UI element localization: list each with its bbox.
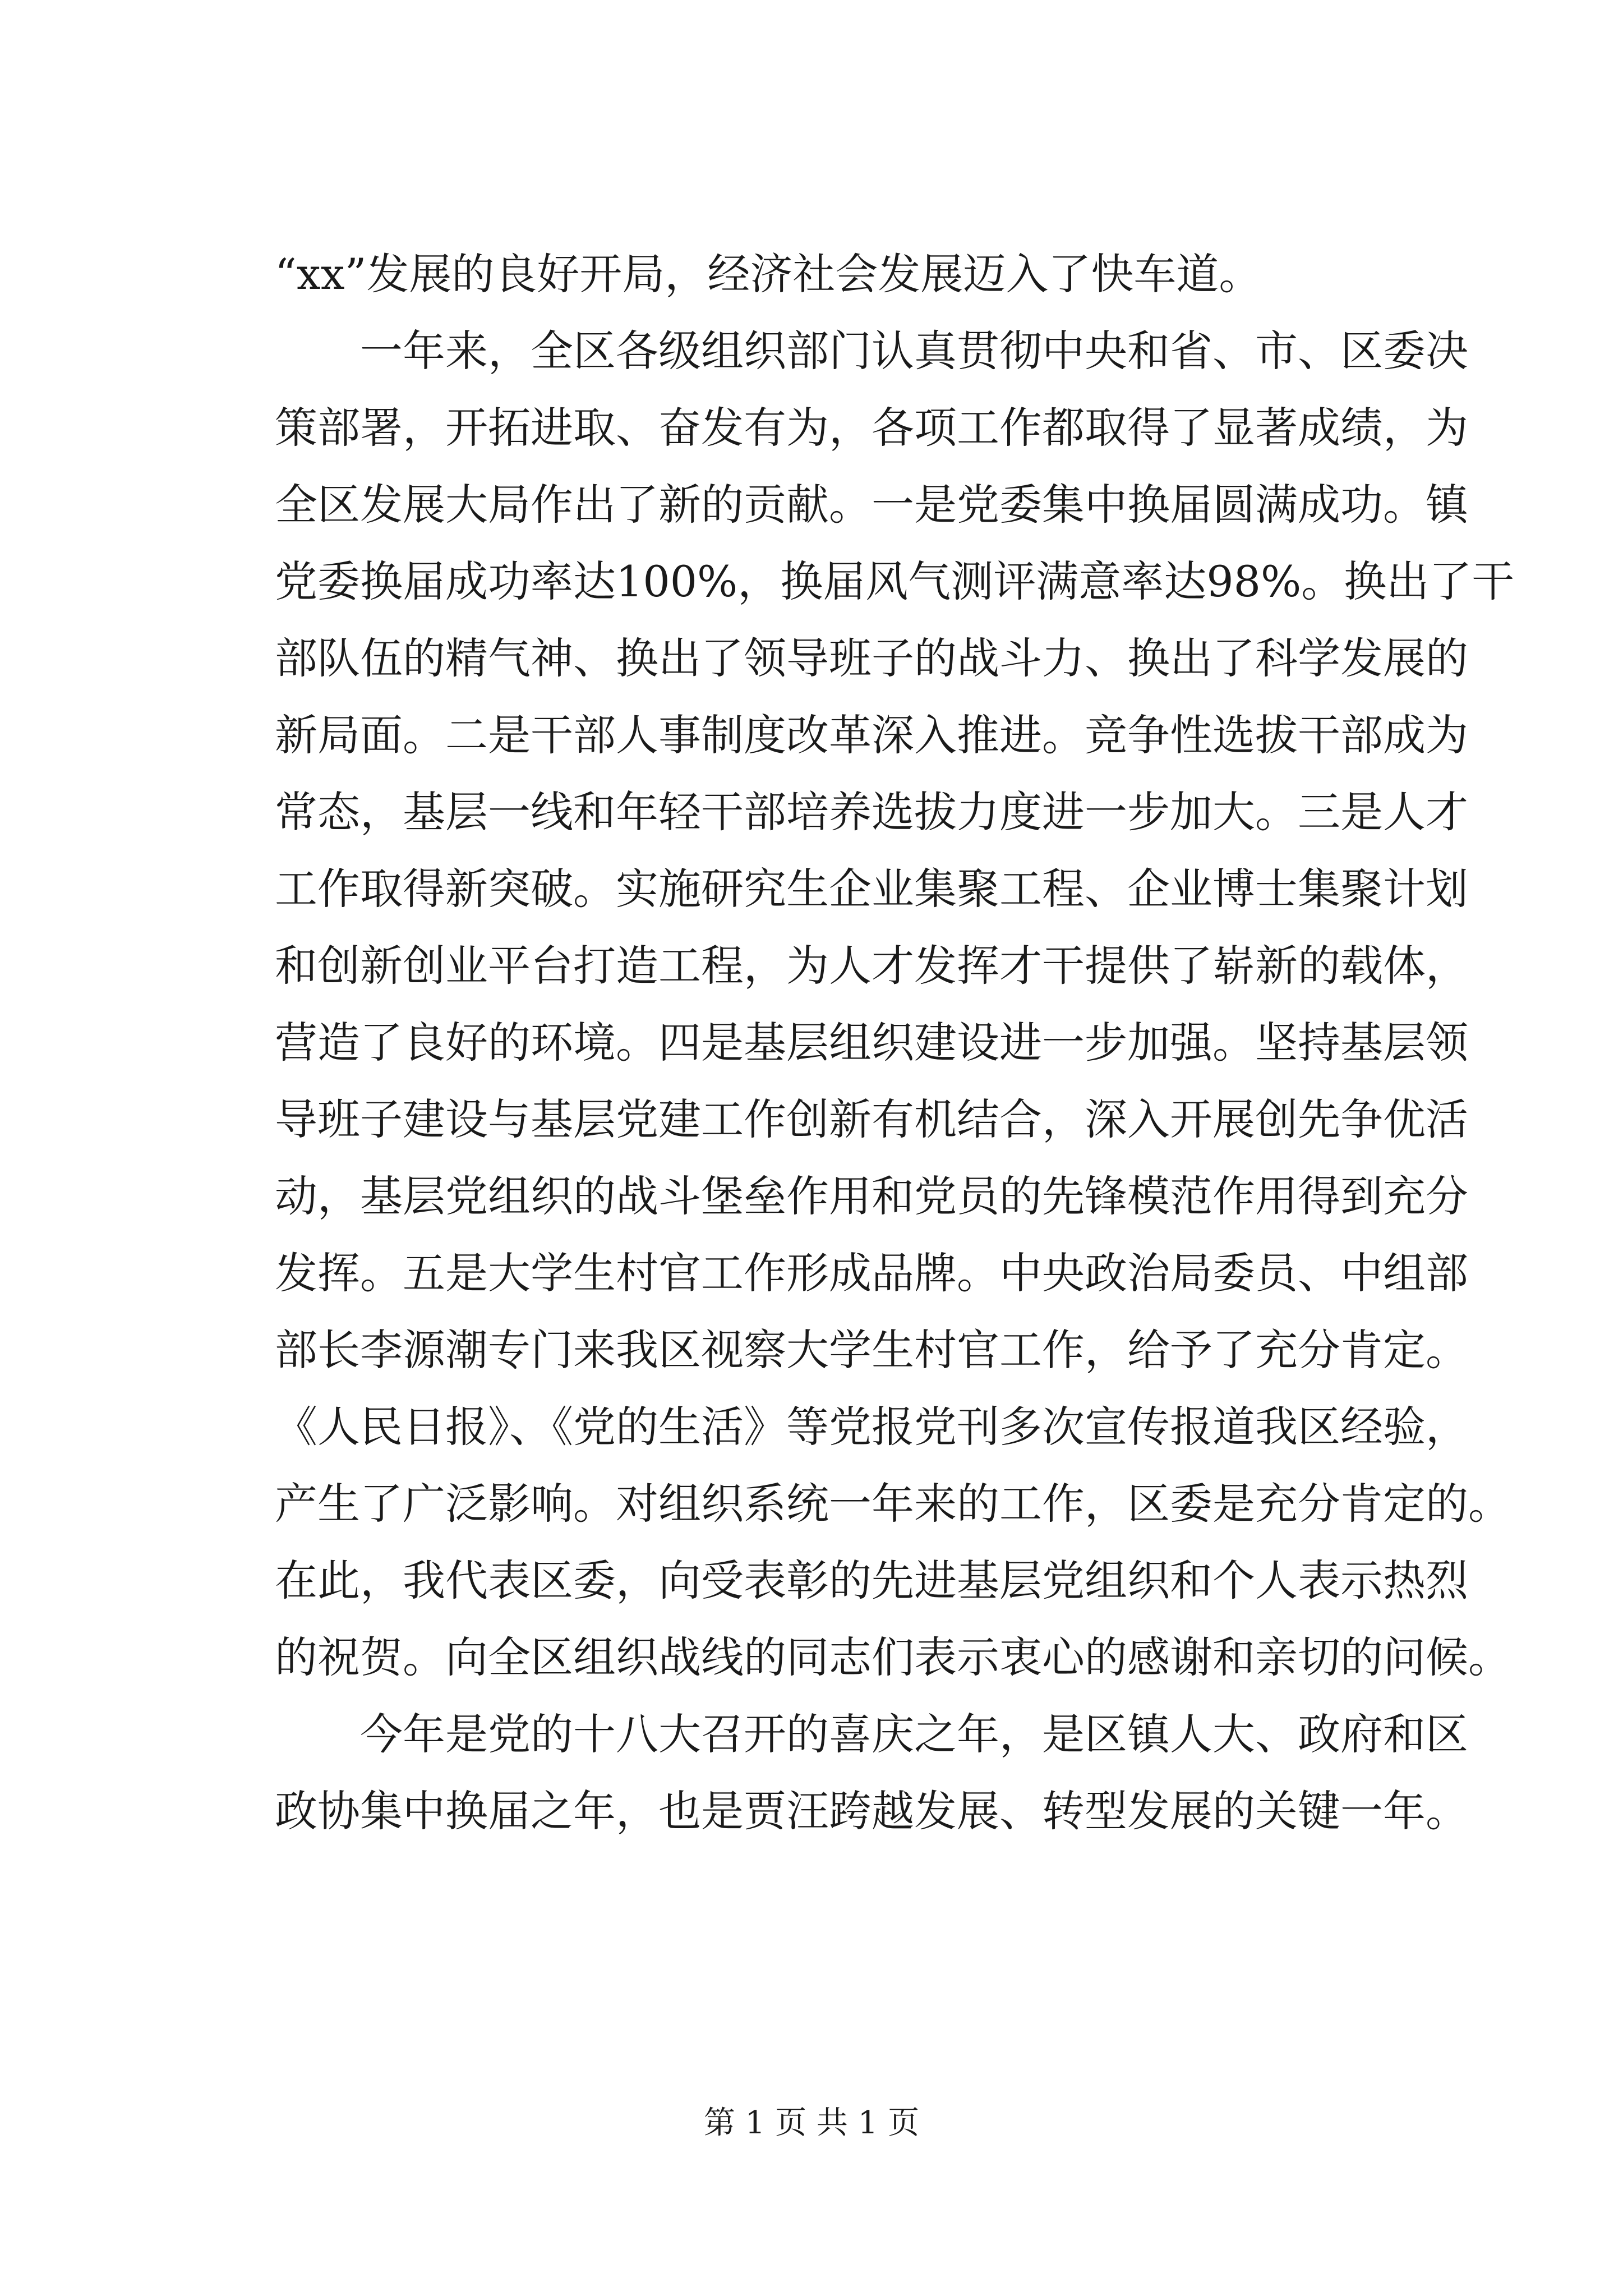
text-line: 部队伍的精气神、换出了领导班子的战斗力、换出了科学发展的 [275,633,1468,683]
page-footer [0,2101,1623,2146]
paragraph-start-line: 今年是党的十八大召开的喜庆之年，是区镇人大、政府和区 [360,1709,1468,1759]
paragraph-start-line: 一年来，全区各级组织部门认真贯彻中央和省、市、区委决 [360,326,1468,376]
text-line: 在此，我代表区委，向受表彰的先进基层党组织和个人表示热烈 [275,1556,1468,1605]
text-line: 的祝贺。向全区组织战线的同志们表示衷心的感谢和亲切的问候。 [275,1632,1511,1682]
text-line: “xx”发展的良好开局，经济社会发展迈入了快车道。 [275,249,1262,299]
page-number-label: 第 1 页 共 1 页 [703,2105,920,2141]
text-line: 部长李源潮专门来我区视察大学生村官工作，给予了充分肯定。 [275,1325,1468,1375]
text-line: 工作取得新突破。实施研究生企业集聚工程、企业博士集聚计划 [275,864,1468,914]
text-line: 策部署，开拓进取、奋发有为，各项工作都取得了显著成绩，为 [275,403,1468,453]
text-line: 营造了良好的环境。四是基层组织建设进一步加强。坚持基层领 [275,1018,1468,1068]
text-line: 政协集中换届之年，也是贾汪跨越发展、转型发展的关键一年。 [275,1786,1468,1836]
body-text [275,236,1515,1849]
text-line: 导班子建设与基层党建工作创新有机结合，深入开展创先争优活 [275,1094,1468,1144]
text-line: 全区发展大局作出了新的贡献。一是党委集中换届圆满成功。镇 [275,480,1468,530]
text-line: 党委换届成功率达100%，换届风气测评满意率达98%。换出了干 [275,556,1515,606]
text-line: 产生了广泛影响。对组织系统一年来的工作，区委是充分肯定的。 [275,1479,1511,1529]
text-line: 常态，基层一线和年轻干部培养选拔力度进一步加大。三是人才 [275,787,1468,837]
text-line: 发挥。五是大学生村官工作形成品牌。中央政治局委员、中组部 [275,1248,1468,1298]
text-line: 新局面。二是干部人事制度改革深入推进。竞争性选拔干部成为 [275,710,1468,760]
text-line: 动，基层党组织的战斗堡垒作用和党员的先锋模范作用得到充分 [275,1171,1468,1221]
text-line: 和创新创业平台打造工程，为人才发挥才干提供了崭新的载体， [275,941,1468,991]
text-line: 《人民日报》、《党的生活》等党报党刊多次宣传报道我区经验， [275,1402,1468,1452]
